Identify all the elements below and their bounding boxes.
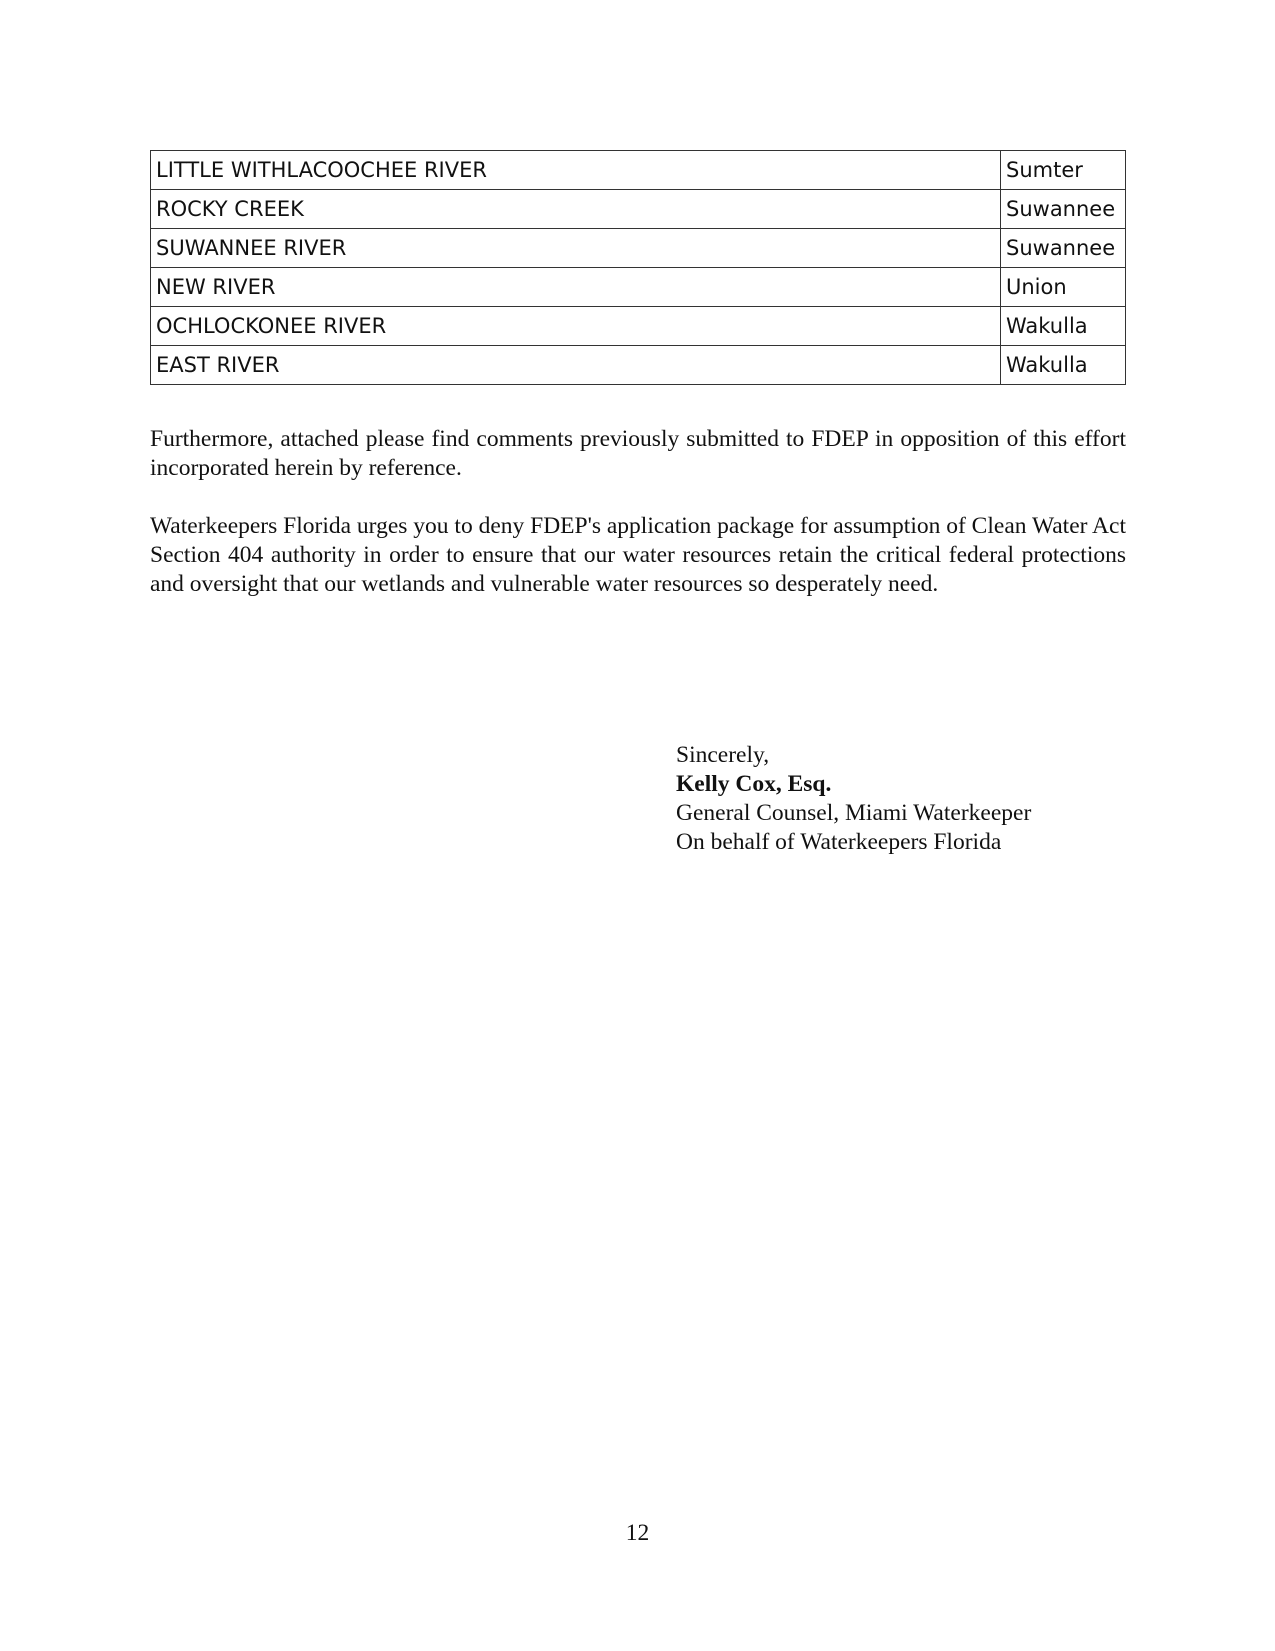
signature-title: General Counsel, Miami Waterkeeper bbox=[676, 800, 1032, 826]
river-cell: LITTLE WITHLACOOCHEE RIVER bbox=[151, 151, 1001, 190]
signature-closing: Sincerely, bbox=[676, 742, 770, 768]
rivers-table bbox=[150, 150, 1126, 385]
river-cell: ROCKY CREEK bbox=[151, 190, 1001, 229]
county-cell: Suwannee bbox=[1001, 229, 1126, 268]
county-cell: Suwannee bbox=[1001, 190, 1126, 229]
signature-block bbox=[676, 741, 1031, 857]
river-cell: NEW RIVER bbox=[151, 268, 1001, 307]
table-row bbox=[151, 268, 1126, 307]
river-cell: OCHLOCKONEE RIVER bbox=[151, 307, 1001, 346]
county-cell: Union bbox=[1001, 268, 1126, 307]
table-row bbox=[151, 307, 1126, 346]
table-row bbox=[151, 151, 1126, 190]
county-cell: Wakulla bbox=[1001, 307, 1126, 346]
river-cell: SUWANNEE RIVER bbox=[151, 229, 1001, 268]
county-cell: Wakulla bbox=[1001, 346, 1126, 385]
table-row bbox=[151, 346, 1126, 385]
signature-on-behalf: On behalf of Waterkeepers Florida bbox=[676, 829, 1002, 855]
body-paragraph-request: Waterkeepers Florida urges you to deny FDEP's application package for assumption of Clean Water Act Section 404 authority in order to ensure that our water resources retain the critical federal protections and oversight that our wetlands and vulnerable water resources so desperately need. bbox=[150, 513, 1126, 597]
county-cell: Sumter bbox=[1001, 151, 1126, 190]
page-number: 12 bbox=[625, 1520, 650, 1546]
signature-name: Kelly Cox, Esq. bbox=[676, 771, 832, 797]
table-row bbox=[151, 229, 1126, 268]
table-row bbox=[151, 190, 1126, 229]
body-paragraph-attachments: Furthermore, attached please find comments previously submitted to FDEP in opposition of this effort incorporated herein by reference. bbox=[150, 426, 1126, 481]
river-cell: EAST RIVER bbox=[151, 346, 1001, 385]
